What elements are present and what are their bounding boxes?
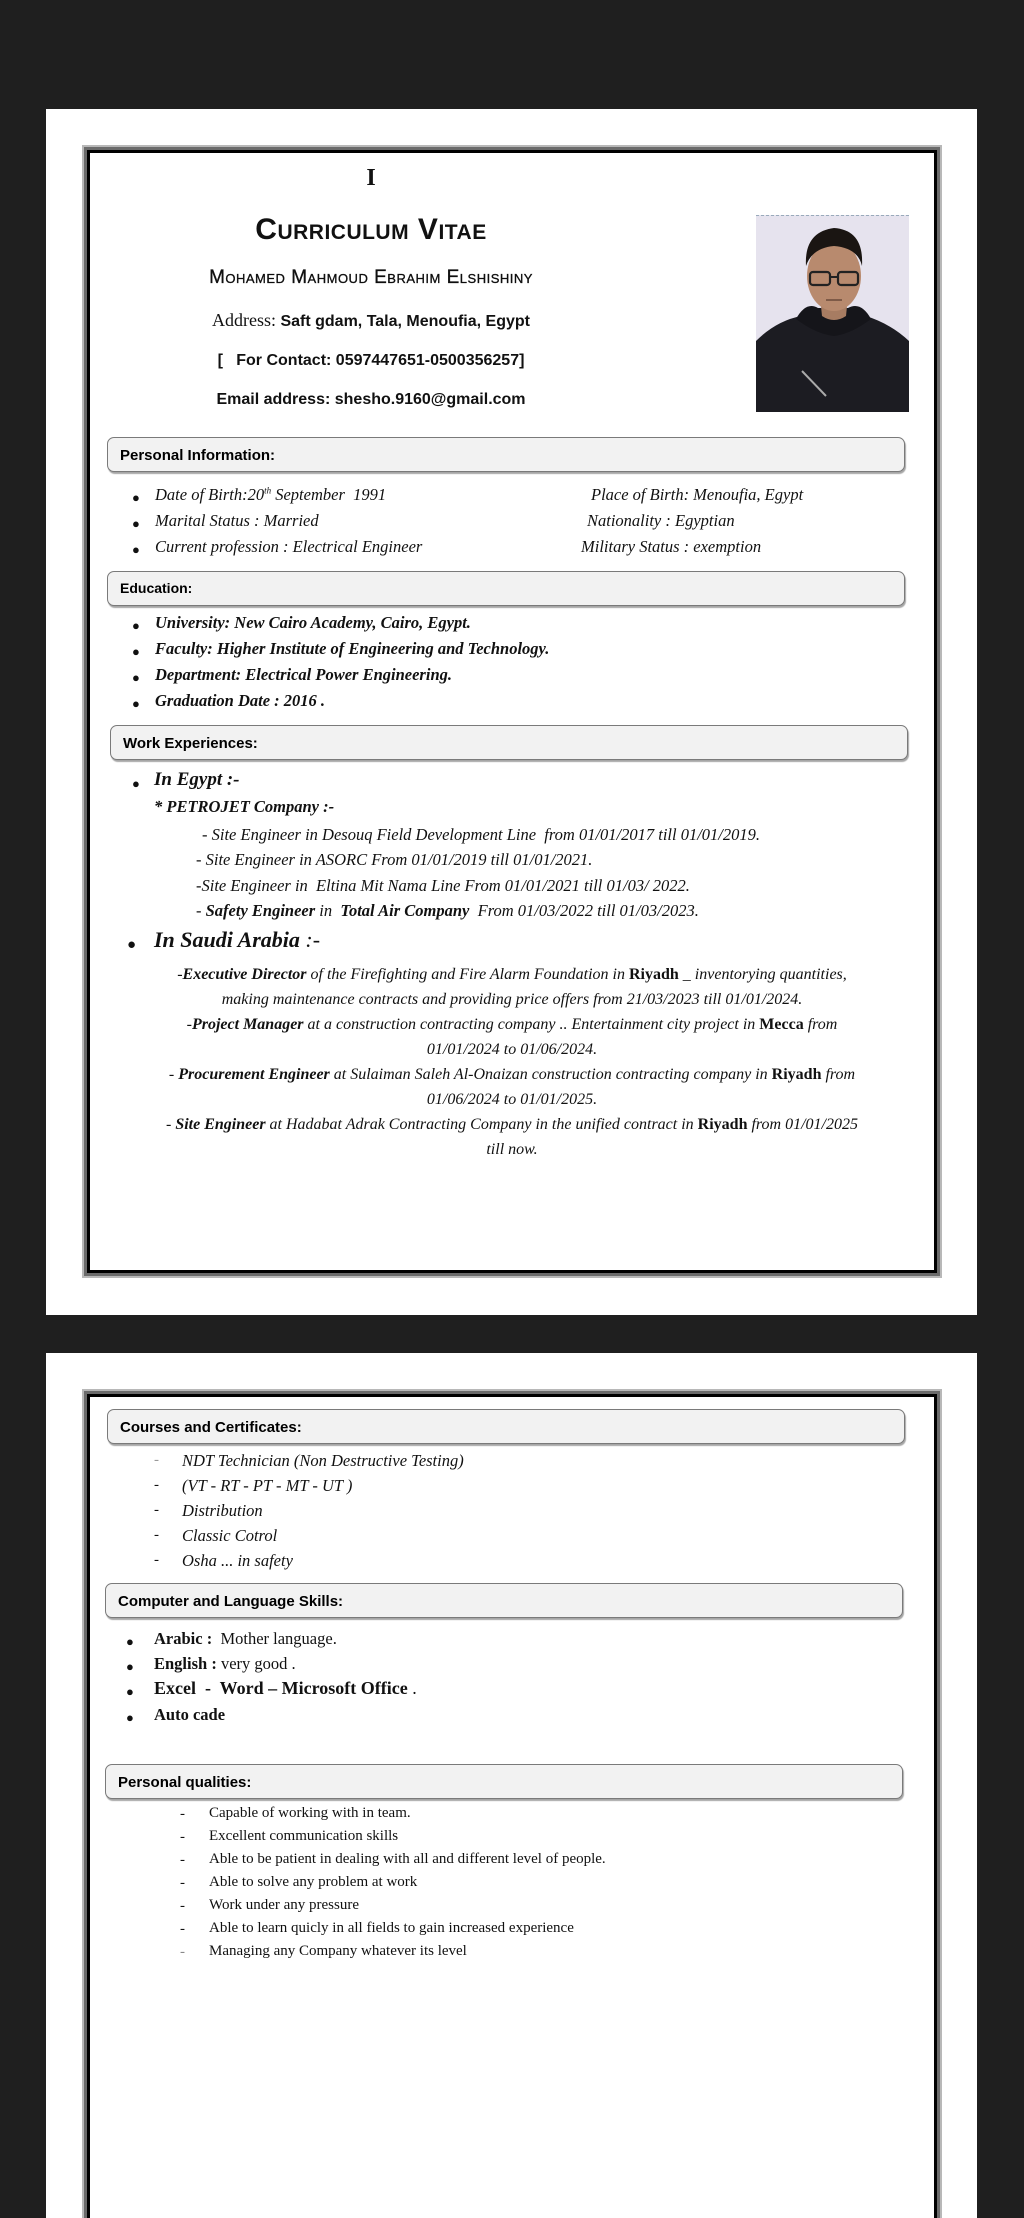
- role-mid: at Hadabat Adrak Contracting Company in the unified contract in: [265, 1116, 698, 1133]
- skill-level: .: [407, 1678, 417, 1698]
- section-header-education: Education:: [107, 571, 905, 606]
- dash-icon: -: [154, 1527, 159, 1543]
- dob-sup: th: [264, 485, 272, 496]
- bullet-icon: ●: [132, 618, 140, 633]
- skill-level: Mother language.: [212, 1629, 337, 1648]
- email-line: Email address: shesho.9160@gmail.com: [216, 391, 526, 408]
- role-city: Mecca: [759, 1016, 804, 1033]
- role-city: Riyadh: [629, 966, 679, 983]
- skill-english: [154, 1654, 296, 1674]
- role-rest: from: [803, 1016, 838, 1033]
- bullet-icon: ●: [132, 776, 140, 791]
- role-mid: of the Firefighting and Fire Alarm Foundation in: [306, 966, 629, 983]
- work-saudi-label: [154, 927, 320, 953]
- course-item: (VT - RT - PT - MT - UT ): [182, 1476, 353, 1495]
- role-company: Total Air Company: [340, 901, 470, 920]
- role-procurement-engineer: [86, 1062, 938, 1112]
- skill-office: [154, 1678, 417, 1699]
- dash-icon: -: [180, 1898, 185, 1914]
- bullet-icon: ●: [126, 1684, 134, 1699]
- profile-photo: [756, 215, 909, 412]
- role-executive-director: [86, 962, 938, 1012]
- role-rest: from 01/01/2025: [747, 1116, 858, 1133]
- current-profession: Current profession : Electrical Engineer: [155, 537, 423, 556]
- role-prefix: -: [186, 1016, 192, 1033]
- quality-item: Managing any Company whatever its level: [209, 1943, 467, 1959]
- skill-level: very good .: [216, 1654, 296, 1673]
- bullet-icon: ●: [126, 1659, 134, 1674]
- address-line: [46, 310, 696, 331]
- role-line2: 01/01/2024 to 01/06/2024.: [426, 1041, 598, 1058]
- dash-icon: -: [180, 1806, 185, 1822]
- section-header-work-experiences: Work Experiences:: [110, 725, 908, 760]
- education-university: University: New Cairo Academy, Cairo, Egypt.: [155, 613, 471, 632]
- top-mark: I: [366, 165, 376, 191]
- quality-item: Work under any pressure: [209, 1897, 359, 1913]
- dob-label: Date of Birth:20: [155, 485, 265, 504]
- bullet-icon: ●: [132, 542, 140, 557]
- skill-name: Auto cade: [154, 1705, 226, 1724]
- marital-status: Marital Status : Married: [155, 511, 319, 530]
- saudi-label-suffix: :-: [299, 927, 321, 952]
- dash-icon: -: [154, 1452, 159, 1468]
- dash-icon: -: [180, 1852, 185, 1868]
- course-item: Classic Cotrol: [182, 1526, 278, 1545]
- role-mid: at Sulaiman Saleh Al-Onaizan construction contracting company in: [329, 1066, 772, 1083]
- role-title: Project Manager: [191, 1016, 304, 1033]
- date-of-birth: [155, 485, 386, 505]
- bullet-icon: ●: [132, 670, 140, 685]
- petrojet-company: * PETROJET Company :-: [154, 797, 335, 816]
- place-of-birth: Place of Birth: Menoufia, Egypt: [591, 485, 804, 504]
- quality-item: Capable of working with in team.: [209, 1805, 411, 1821]
- role-rest: from: [821, 1066, 856, 1083]
- role-safety-engineer: [196, 901, 699, 921]
- dash-icon: -: [154, 1477, 159, 1493]
- dash-icon: -: [154, 1502, 159, 1518]
- course-item: NDT Technician (Non Destructive Testing): [182, 1451, 464, 1470]
- education-faculty: Faculty: Higher Institute of Engineering and Technology.: [155, 639, 550, 658]
- role-eltina: -Site Engineer in Eltina Mit Nama Line From 01/01/2021 till 01/03/ 2022.: [196, 876, 690, 895]
- bullet-icon: ●: [132, 516, 140, 531]
- nationality: Nationality : Egyptian: [587, 511, 735, 530]
- bullet-icon: ●: [132, 696, 140, 711]
- role-mid: in: [315, 901, 341, 920]
- dob-rest: September 1991: [271, 485, 387, 504]
- skill-arabic: [154, 1629, 337, 1649]
- contact-line: [ For Contact: 0597447651-0500356257]: [217, 352, 525, 369]
- role-city: Riyadh: [697, 1116, 748, 1133]
- quality-item: Able to learn quicly in all fields to gain increased experience: [209, 1920, 574, 1936]
- bullet-icon: ●: [127, 937, 137, 953]
- role-prefix: -: [196, 901, 206, 920]
- dash-icon: -: [180, 1875, 185, 1891]
- quality-item: Able to be patient in dealing with all and different level of people.: [209, 1851, 606, 1867]
- dash-icon: -: [180, 1921, 185, 1937]
- course-item: Osha ... in safety: [182, 1551, 293, 1570]
- person-portrait-icon: [756, 216, 909, 412]
- dash-icon: -: [180, 1829, 185, 1845]
- work-egypt-label: In Egypt :-: [154, 769, 240, 790]
- bullet-icon: ●: [132, 490, 140, 505]
- role-prefix: -: [165, 1116, 176, 1133]
- role-asorc: - Site Engineer in ASORC From 01/01/2019 till 01/01/2021.: [196, 850, 593, 869]
- role-mid: at a construction contracting company .. Entertainment city project in: [303, 1016, 760, 1033]
- role-title: Safety Engineer: [205, 901, 316, 920]
- role-city: Riyadh: [771, 1066, 822, 1083]
- course-item: Distribution: [182, 1501, 263, 1520]
- role-desouq: - Site Engineer in Desouq Field Development Line from 01/01/2017 till 01/01/2019.: [202, 825, 761, 844]
- role-line2: 01/06/2024 to 01/01/2025.: [426, 1091, 598, 1108]
- education-department: Department: Electrical Power Engineering.: [155, 665, 452, 684]
- education-graduation: Graduation Date : 2016 .: [155, 691, 326, 710]
- section-header-courses: Courses and Certificates:: [107, 1409, 905, 1444]
- dash-icon: -: [180, 1944, 185, 1960]
- skill-name: Arabic :: [154, 1629, 213, 1648]
- role-title: Site Engineer: [175, 1116, 266, 1133]
- quality-item: Excellent communication skills: [209, 1828, 399, 1844]
- bullet-icon: ●: [132, 644, 140, 659]
- document-title: Curriculum Vitae: [255, 213, 487, 246]
- bullet-icon: ●: [126, 1634, 134, 1649]
- document-page-2: [46, 1353, 977, 2218]
- skill-name: Excel - Word – Microsoft Office: [154, 1678, 408, 1698]
- role-site-engineer-hadabat: [86, 1112, 938, 1162]
- role-rest: _ inventorying quantities,: [678, 966, 847, 983]
- role-project-manager: [86, 1012, 938, 1062]
- role-title: Executive Director: [182, 966, 307, 983]
- role-line2: till now.: [486, 1141, 538, 1158]
- skill-name: English :: [154, 1654, 217, 1673]
- military-status: Military Status : exemption: [581, 537, 762, 556]
- section-header-personal-information: Personal Information:: [107, 437, 905, 472]
- bullet-icon: ●: [126, 1710, 134, 1725]
- role-prefix: -: [168, 1066, 179, 1083]
- role-line2: making maintenance contracts and providing price offers from 21/03/2023 till 01/01/2024.: [221, 991, 803, 1008]
- candidate-name: Mohamed Mahmoud Ebrahim Elshishiny: [209, 267, 533, 288]
- role-title: Procurement Engineer: [178, 1066, 330, 1083]
- dash-icon: -: [154, 1552, 159, 1568]
- section-header-qualities: Personal qualities:: [105, 1764, 903, 1799]
- document-page-1: [46, 109, 977, 1315]
- saudi-label-text: In Saudi Arabia: [154, 927, 300, 952]
- address-label: Address:: [212, 310, 277, 330]
- skill-autocad: [154, 1705, 225, 1725]
- role-dates: From 01/03/2022 till 01/03/2023.: [469, 901, 699, 920]
- address-value: Saft gdam, Tala, Menoufia, Egypt: [276, 313, 530, 330]
- quality-item: Able to solve any problem at work: [209, 1874, 418, 1890]
- role-prefix: -: [177, 966, 183, 983]
- section-header-skills: Computer and Language Skills:: [105, 1583, 903, 1618]
